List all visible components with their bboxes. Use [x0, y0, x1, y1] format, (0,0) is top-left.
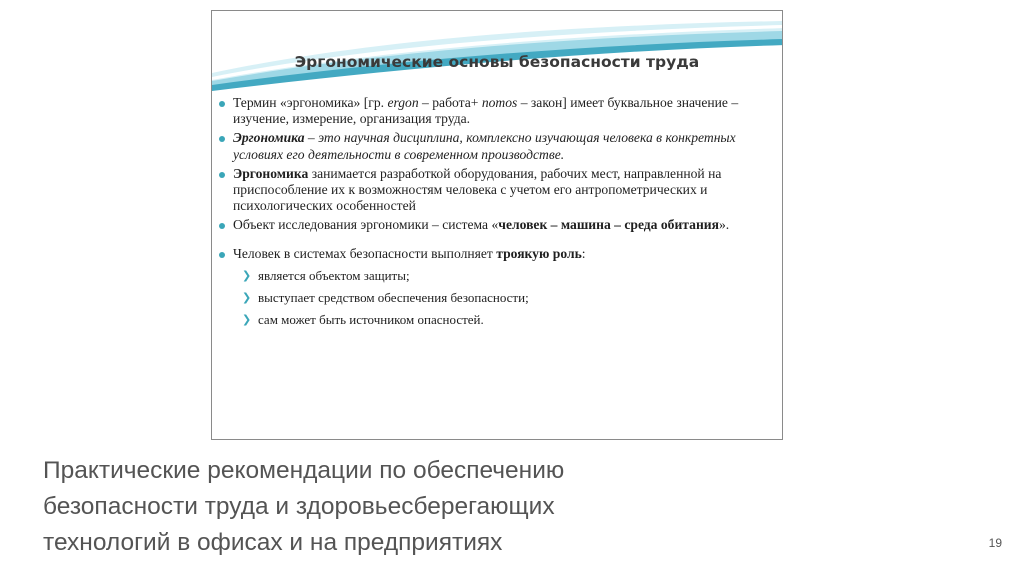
sub-item: ❯ является объектом защиты; — [242, 267, 410, 283]
bullet-dot-icon — [219, 223, 225, 229]
bullet-dot-icon — [219, 136, 225, 142]
chevron-right-icon: ❯ — [242, 312, 252, 326]
bullet-dot-icon — [219, 101, 225, 107]
wave-decoration — [212, 11, 783, 91]
slide-body — [212, 95, 783, 328]
slide-title: Эргономические основы безопасности труда — [294, 53, 700, 71]
chevron-right-icon: ❯ — [242, 290, 252, 304]
sub-item: ❯ выступает средством обеспечения безопасности; — [242, 289, 529, 305]
slide-caption — [43, 453, 743, 561]
slide-image — [211, 10, 783, 440]
caption-line: технологий в офисах и на предприятиях — [43, 529, 503, 556]
caption-line: Практические рекомендации по обеспечению — [43, 457, 565, 484]
bullet-object: Объект исследования эргономики – система «человек – машина – среда обитания». — [212, 217, 783, 233]
bullet-term: Термин «эргономика» [гр. ergon – работа+ nomos – закон] имеет буквальное значение – изучение, измерение, организация труда. — [212, 95, 783, 127]
page-number: 19 — [988, 536, 1002, 550]
bullet-dot-icon — [219, 252, 225, 258]
bullet-dot-icon — [219, 172, 225, 178]
bullet-role: Человек в системах безопасности выполняет троякую роль: — [212, 246, 783, 262]
bullet-development: Эргономика занимается разработкой оборудования, рабочих мест, направленной на приспособление их к возможностям человека с учетом его антропометрических и психологических особенностей — [212, 166, 783, 215]
sub-item: ❯ сам может быть источником опасностей. — [242, 311, 484, 327]
bullet-definition: Эргономика – это научная дисциплина, комплексно изучающая человека в конкретных условиях его деятельности в современном производстве. — [212, 130, 783, 162]
caption-line: безопасности труда и здоровьесберегающих — [43, 493, 555, 520]
chevron-right-icon: ❯ — [242, 268, 252, 282]
